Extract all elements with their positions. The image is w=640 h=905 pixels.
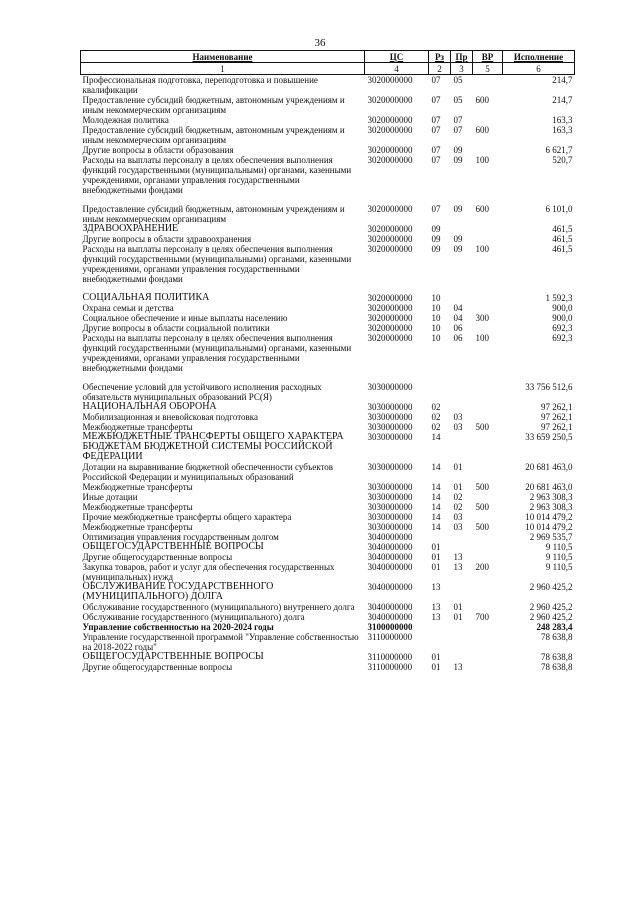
row-name: ОБСЛУЖИВАНИЕ ГОСУДАРСТВЕННОГО (МУНИЦИПАЛЬНОГО) ДОЛГА — [82, 581, 274, 602]
table-row — [81, 323, 575, 333]
row-name: Социальное обеспечение и иные выплаты населению — [82, 313, 288, 323]
row-rz: 10 — [431, 303, 441, 313]
table-row — [81, 234, 575, 244]
row-pr: 05 — [453, 75, 463, 85]
row-pr: 06 — [453, 323, 463, 333]
row-exec: 10 014 479,2 — [525, 512, 573, 522]
row-exec: 214,7 — [552, 95, 573, 105]
row-pr: 06 — [453, 333, 463, 343]
row-cs: 3030000000 — [367, 382, 413, 392]
row-name: Расходы на выплаты персоналу в целях обеспечения выполнения функций государственными (муниципальными) органами, казенными учреждениями, органами управления государственными внебюджетными фондами — [82, 244, 352, 284]
row-rz: 01 — [431, 542, 441, 552]
row-exec: 9 110,5 — [545, 552, 573, 562]
row-rz: 01 — [431, 562, 441, 572]
table-row — [81, 204, 575, 224]
row-cs: 3030000000 — [367, 482, 413, 492]
row-vr — [473, 145, 503, 155]
table-row — [81, 145, 575, 155]
row-cs: 3020000000 — [367, 333, 413, 343]
row-pr — [451, 622, 473, 632]
row-name: Профессиональная подготовка, переподготовка и повышение квалификации — [82, 75, 318, 95]
row-name: ЗДРАВООХРАНЕНИЕ — [82, 223, 179, 234]
table-row — [81, 155, 575, 195]
row-vr — [473, 432, 503, 462]
row-rz: 14 — [431, 492, 441, 502]
row-rz: 10 — [431, 333, 441, 343]
row-rz: 01 — [431, 552, 441, 562]
row-cs: 3040000000 — [367, 582, 413, 592]
row-exec: 2 963 308,3 — [529, 492, 573, 502]
table-row — [81, 293, 575, 303]
row-cs: 3040000000 — [367, 612, 413, 622]
row-pr: 02 — [453, 502, 463, 512]
row-name: МЕЖБЮДЖЕТНЫЕ ТРАНСФЕРТЫ ОБЩЕГО ХАРАКТЕРА БЮДЖЕТАМ БЮДЖЕТНОЙ СИСТЕМЫ РОССИЙСКОЙ ФЕДЕРАЦИИ — [82, 431, 344, 462]
row-pr: 01 — [453, 612, 463, 622]
row-name: Управление государственной программой "Управление собственностью на 2018-2022 годы" — [82, 632, 359, 652]
row-exec: 20 681 463,0 — [525, 462, 573, 472]
row-rz: 14 — [431, 482, 441, 492]
row-name: Закупка товаров, работ и услуг для обеспечения государственных (муниципальных) нужд — [82, 562, 335, 582]
row-rz: 09 — [431, 224, 441, 234]
row-pr: 03 — [453, 522, 463, 532]
row-name: Расходы на выплаты персоналу в целях обеспечения выполнения функций государственными (муниципальными) органами, казенными учреждениями, органами управления государственными внебюджетными фондами — [82, 333, 352, 373]
row-rz: 10 — [431, 293, 441, 303]
spacer-cell — [81, 373, 575, 382]
row-pr: 04 — [453, 303, 463, 313]
row-exec: 33 659 250,5 — [525, 432, 573, 442]
row-pr: 13 — [453, 662, 463, 672]
row-pr — [451, 293, 473, 303]
table-row — [81, 224, 575, 234]
row-cs: 3030000000 — [367, 512, 413, 522]
row-pr: 07 — [453, 125, 463, 135]
row-name: Межбюджетные трансферты — [82, 522, 193, 532]
row-vr: 700 — [475, 612, 489, 622]
row-pr — [451, 542, 473, 552]
row-exec: 78 638,8 — [541, 632, 573, 642]
row-vr: 200 — [475, 562, 489, 572]
table-row — [81, 115, 575, 125]
table-row — [81, 512, 575, 522]
row-pr: 09 — [453, 204, 463, 214]
header-number: 5 — [473, 63, 503, 75]
row-rz: 14 — [431, 522, 441, 532]
row-exec: 2 960 425,2 — [529, 602, 573, 612]
row-cs: 3020000000 — [367, 234, 413, 244]
row-vr: 600 — [475, 204, 489, 214]
row-vr: 600 — [475, 95, 489, 105]
row-cs: 3030000000 — [367, 402, 413, 412]
row-rz: 02 — [431, 422, 441, 432]
row-pr — [451, 402, 473, 412]
row-rz: 13 — [431, 582, 441, 592]
row-cs: 3040000000 — [367, 562, 413, 572]
row-pr: 04 — [453, 313, 463, 323]
row-name: Предоставление субсидий бюджетным, автономным учреждениям и иным некоммерческим организациям — [82, 125, 345, 145]
row-exec: 2 960 425,2 — [529, 582, 573, 592]
row-rz: 07 — [431, 125, 441, 135]
row-rz — [429, 382, 451, 402]
row-rz — [429, 632, 451, 652]
row-name: ОБЩЕГОСУДАРСТВЕННЫЕ ВОПРОСЫ — [82, 651, 264, 662]
row-rz — [429, 532, 451, 542]
row-exec: 9 110,5 — [545, 542, 573, 552]
header-cs: ЦС — [365, 51, 429, 63]
row-pr: 01 — [453, 462, 463, 472]
header-name: Наименование — [81, 51, 365, 63]
row-name: Обслуживание государственного (муниципального) долга — [82, 612, 305, 622]
table-row — [81, 492, 575, 502]
table-row — [81, 662, 575, 672]
row-name: Прочие межбюджетные трансферты общего характера — [82, 512, 292, 522]
row-vr — [473, 602, 503, 612]
row-exec: 10 014 479,2 — [525, 522, 573, 532]
table-row — [81, 542, 575, 552]
row-exec: 461,5 — [552, 244, 573, 254]
row-rz — [429, 622, 451, 632]
row-exec: 163,3 — [552, 125, 573, 135]
row-vr — [473, 542, 503, 552]
header-number: 3 — [451, 63, 473, 75]
row-exec: 520,7 — [552, 155, 573, 165]
row-cs: 3040000000 — [367, 532, 413, 542]
row-exec: 97 262,1 — [541, 402, 573, 412]
row-cs: 3020000000 — [367, 224, 413, 234]
row-exec: 900,0 — [552, 303, 573, 313]
row-exec: 900,0 — [552, 313, 573, 323]
table-body — [81, 75, 575, 673]
row-name: Предоставление субсидий бюджетным, автономным учреждениям и иным некоммерческим организациям — [82, 95, 345, 115]
row-exec: 6 101,0 — [545, 204, 573, 214]
row-spacer — [81, 195, 575, 204]
row-name: Межбюджетные трансферты — [82, 502, 193, 512]
row-vr — [473, 303, 503, 313]
header-number: 1 — [81, 63, 365, 75]
row-vr: 100 — [475, 333, 489, 343]
row-vr — [473, 224, 503, 234]
row-spacer — [81, 373, 575, 382]
row-vr — [473, 552, 503, 562]
table-row — [81, 562, 575, 582]
row-vr: 500 — [475, 522, 489, 532]
row-vr — [473, 622, 503, 632]
row-vr — [473, 492, 503, 502]
row-vr — [473, 234, 503, 244]
table-header-row — [81, 51, 575, 63]
row-cs: 3030000000 — [367, 502, 413, 512]
row-pr: 03 — [453, 512, 463, 522]
row-name: Оптимизация управления государственным долгом — [82, 532, 279, 542]
row-rz: 02 — [431, 402, 441, 412]
row-vr — [473, 75, 503, 96]
row-rz: 07 — [431, 155, 441, 165]
row-cs: 3110000000 — [367, 652, 413, 662]
row-cs: 3020000000 — [367, 155, 413, 165]
row-exec: 214,7 — [552, 75, 573, 85]
row-name: НАЦИОНАЛЬНАЯ ОБОРОНА — [82, 401, 217, 412]
row-name: Обслуживание государственного (муниципального) внутреннего долга — [82, 602, 355, 612]
row-vr — [473, 115, 503, 125]
row-cs: 3020000000 — [367, 323, 413, 333]
row-pr: 02 — [453, 492, 463, 502]
row-exec: 2 960 425,2 — [529, 612, 573, 622]
row-vr — [473, 532, 503, 542]
row-cs: 3020000000 — [367, 293, 413, 303]
table-row — [81, 502, 575, 512]
row-exec: 461,5 — [552, 224, 573, 234]
row-name: Межбюджетные трансферты — [82, 482, 193, 492]
row-name: Обеспечение условий для устойчивого исполнения расходных обязательств муниципальных образований РС(Я) — [82, 382, 322, 402]
row-pr: 13 — [453, 552, 463, 562]
row-exec: 2 969 535,7 — [529, 532, 573, 542]
table-row — [81, 602, 575, 612]
row-name: Управление собственностью на 2020-2024 годы — [82, 622, 274, 632]
row-name: СОЦИАЛЬНАЯ ПОЛИТИКА — [82, 292, 210, 303]
table-row — [81, 552, 575, 562]
row-cs: 3030000000 — [367, 422, 413, 432]
row-name: Мобилизационная и вневойсковая подготовка — [82, 412, 259, 422]
row-vr — [473, 582, 503, 602]
row-rz: 07 — [431, 75, 441, 85]
row-rz: 07 — [431, 95, 441, 105]
row-cs: 3030000000 — [367, 462, 413, 472]
row-rz: 07 — [431, 204, 441, 214]
row-vr — [473, 462, 503, 482]
table-row — [81, 462, 575, 482]
row-name: Межбюджетные трансферты — [82, 422, 193, 432]
row-rz: 14 — [431, 432, 441, 442]
row-exec: 692,3 — [552, 333, 573, 343]
spacer-cell — [81, 195, 575, 204]
row-vr: 100 — [475, 155, 489, 165]
table-row — [81, 482, 575, 492]
row-cs: 3020000000 — [367, 313, 413, 323]
row-name: Другие общегосударственные вопросы — [82, 662, 233, 672]
header-number: 2 — [429, 63, 451, 75]
table-row — [81, 522, 575, 532]
row-cs: 3020000000 — [367, 125, 413, 135]
row-rz: 10 — [431, 313, 441, 323]
row-pr: 01 — [453, 482, 463, 492]
row-name: Другие вопросы в области здравоохранения — [82, 234, 252, 244]
row-vr — [473, 512, 503, 522]
row-vr: 500 — [475, 502, 489, 512]
row-cs: 3020000000 — [367, 244, 413, 254]
row-name: Другие вопросы в области социальной политики — [82, 323, 270, 333]
table-row — [81, 632, 575, 652]
row-pr: 09 — [453, 244, 463, 254]
row-vr — [473, 293, 503, 303]
row-pr: 07 — [453, 115, 463, 125]
table-row — [81, 612, 575, 622]
row-pr: 03 — [453, 412, 463, 422]
row-vr: 600 — [475, 125, 489, 135]
budget-table — [80, 50, 575, 672]
row-pr: 03 — [453, 422, 463, 432]
row-name: Предоставление субсидий бюджетным, автономным учреждениям и иным некоммерческим организациям — [82, 204, 345, 224]
row-cs: 3030000000 — [367, 522, 413, 532]
row-pr: 09 — [453, 145, 463, 155]
table-row — [81, 244, 575, 284]
row-rz: 07 — [431, 115, 441, 125]
row-cs: 3020000000 — [367, 115, 413, 125]
row-cs: 3030000000 — [367, 412, 413, 422]
row-name: Охрана семьи и детства — [82, 303, 174, 313]
row-exec: 2 963 308,3 — [529, 502, 573, 512]
row-exec: 97 262,1 — [541, 422, 573, 432]
row-pr — [451, 652, 473, 662]
row-cs: 3100000000 — [367, 622, 413, 632]
row-pr — [451, 582, 473, 602]
row-vr — [473, 412, 503, 422]
row-pr — [451, 632, 473, 652]
row-rz: 13 — [431, 612, 441, 622]
row-rz: 13 — [431, 602, 441, 612]
row-name: Расходы на выплаты персоналу в целях обеспечения выполнения функций государственными (муниципальными) органами, казенными учреждениями, органами управления государственными внебюджетными фондами — [82, 155, 352, 195]
row-cs: 3020000000 — [367, 204, 413, 214]
table-row — [81, 622, 575, 632]
row-vr — [473, 382, 503, 402]
row-cs: 3020000000 — [367, 145, 413, 155]
row-name: Другие вопросы в области образования — [82, 145, 234, 155]
row-rz: 10 — [431, 323, 441, 333]
row-rz: 07 — [431, 145, 441, 155]
table-row — [81, 382, 575, 402]
row-cs: 3020000000 — [367, 75, 413, 85]
row-exec: 163,3 — [552, 115, 573, 125]
table-row — [81, 412, 575, 422]
row-exec: 9 110,5 — [545, 562, 573, 572]
row-name: ОБЩЕГОСУДАРСТВЕННЫЕ ВОПРОСЫ — [82, 541, 264, 552]
row-pr — [451, 432, 473, 462]
header-number: 4 — [365, 63, 429, 75]
row-rz: 14 — [431, 462, 441, 472]
table-row — [81, 432, 575, 462]
row-pr: 13 — [453, 562, 463, 572]
table-row — [81, 303, 575, 313]
row-pr — [451, 382, 473, 402]
row-cs: 3030000000 — [367, 432, 413, 442]
row-rz: 14 — [431, 512, 441, 522]
row-rz: 01 — [431, 652, 441, 662]
row-pr: 05 — [453, 95, 463, 105]
row-pr — [451, 532, 473, 542]
row-vr: 500 — [475, 422, 489, 432]
table-header-numbers-row — [81, 63, 575, 75]
row-rz: 09 — [431, 234, 441, 244]
row-cs: 3030000000 — [367, 492, 413, 502]
table-row — [81, 652, 575, 662]
page-number: 36 — [314, 37, 326, 49]
row-name: Дотации на выравнивание бюджетной обеспеченности субъектов Российской Федерации и муниципальных образований — [82, 462, 334, 482]
header-exec: Исполнение — [503, 51, 575, 63]
row-cs: 3040000000 — [367, 602, 413, 612]
header-number: 6 — [503, 63, 575, 75]
table-row — [81, 95, 575, 115]
row-pr: 09 — [453, 234, 463, 244]
row-name: Другие общегосударственные вопросы — [82, 552, 233, 562]
row-cs: 3040000000 — [367, 552, 413, 562]
row-pr: 01 — [453, 602, 463, 612]
row-rz: 02 — [431, 412, 441, 422]
row-cs: 3110000000 — [367, 632, 413, 642]
row-exec: 78 638,8 — [541, 662, 573, 672]
row-exec: 33 756 512,6 — [525, 382, 573, 392]
row-cs: 3110000000 — [367, 662, 413, 672]
row-exec: 461,5 — [552, 234, 573, 244]
row-vr — [473, 323, 503, 333]
header-rz: Рз — [429, 51, 451, 63]
row-vr — [473, 402, 503, 412]
row-name: Молодежная политика — [82, 115, 169, 125]
row-vr — [473, 632, 503, 652]
row-exec: 1 592,3 — [545, 293, 573, 303]
row-exec: 20 681 463,0 — [525, 482, 573, 492]
row-exec: 78 638,8 — [541, 652, 573, 662]
row-vr: 500 — [475, 482, 489, 492]
table-row — [81, 313, 575, 323]
row-vr: 300 — [475, 313, 489, 323]
row-exec: 692,3 — [552, 323, 573, 333]
row-vr — [473, 652, 503, 662]
row-pr — [451, 224, 473, 234]
row-rz: 09 — [431, 244, 441, 254]
row-rz: 14 — [431, 502, 441, 512]
row-vr: 100 — [475, 244, 489, 254]
header-vr: ВР — [473, 51, 503, 63]
row-cs: 3020000000 — [367, 303, 413, 313]
row-cs: 3020000000 — [367, 95, 413, 105]
header-pr: Пр — [451, 51, 473, 63]
row-exec: 6 621,7 — [545, 145, 573, 155]
row-rz: 01 — [431, 662, 441, 672]
table-row — [81, 582, 575, 602]
table-row — [81, 125, 575, 145]
row-cs: 3040000000 — [367, 542, 413, 552]
row-vr — [473, 662, 503, 672]
table-row — [81, 333, 575, 373]
row-pr: 09 — [453, 155, 463, 165]
row-name: Иные дотации — [82, 492, 138, 502]
table-row — [81, 75, 575, 96]
row-exec: 97 262,1 — [541, 412, 573, 422]
row-exec: 248 283,4 — [536, 622, 573, 632]
table-row — [81, 402, 575, 412]
